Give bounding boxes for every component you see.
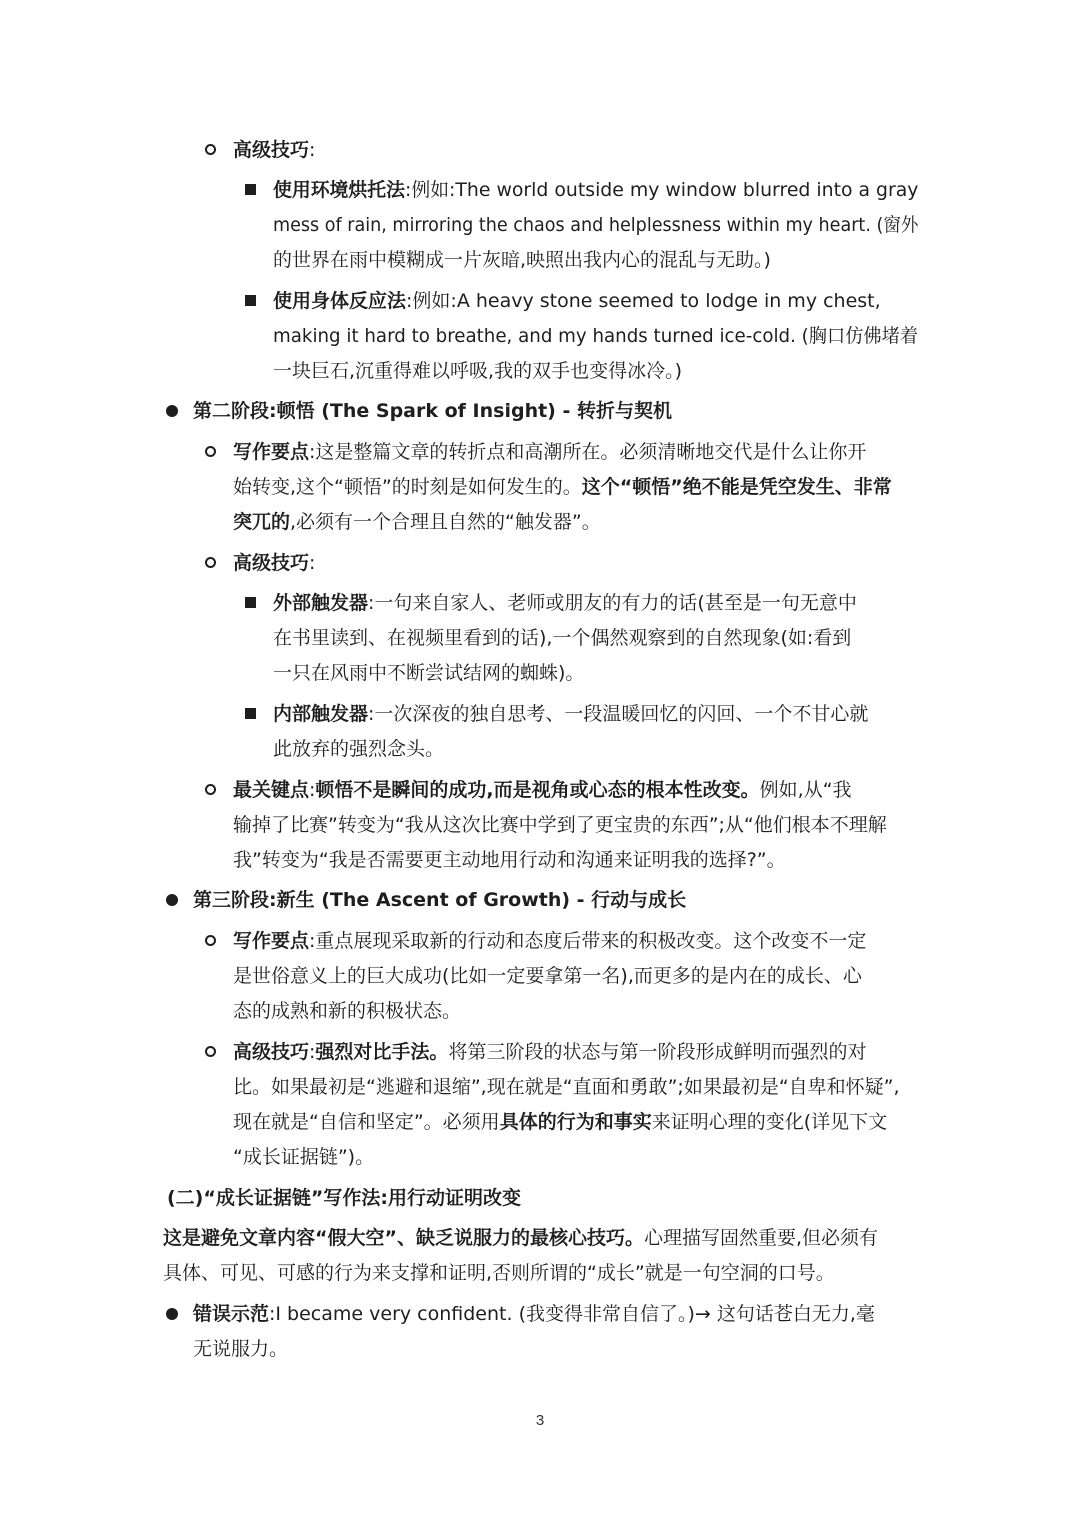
env-technique-line-3: 的世界在雨中模糊成一片灰暗,映照出我内心的混乱与无助。) — [273, 249, 771, 271]
stage3-tech-line-4: “成长证据链”)。 — [233, 1146, 375, 1168]
stage3-tech-line-1: 高级技巧:强烈对比手法。将第三阶段的状态与第一阶段形成鲜明而强烈的对 — [233, 1041, 867, 1063]
circle-bullet-icon — [205, 784, 216, 795]
circle-bullet-icon — [205, 446, 216, 457]
stage2-points-line-1: 写作要点:这是整篇文章的转折点和高潮所在。必须清晰地交代是什么让你开 — [233, 441, 867, 463]
stage2-points-line-3: 突兀的,必须有一个合理且自然的“触发器”。 — [233, 511, 601, 533]
wrong-example-line-1: 错误示范:I became very confident. (我变得非常自信了。)→ 这句话苍白无力,毫 — [193, 1303, 875, 1325]
stage2-title: 第二阶段:顿悟 (The Spark of Insight) - 转折与契机 — [193, 400, 672, 422]
env-technique-line-1: 使用环境烘托法:例如:The world outside my window blurred into a gray — [273, 179, 919, 201]
circle-bullet-icon — [205, 935, 216, 946]
section2-intro-line-1: 这是避免文章内容“假大空”、缺乏说服力的最核心技巧。心理描写固然重要,但必须有 — [163, 1227, 879, 1249]
square-bullet-icon — [245, 708, 256, 719]
body-technique-line-3: 一块巨石,沉重得难以呼吸,我的双手也变得冰冷。) — [273, 360, 682, 382]
circle-bullet-icon — [205, 557, 216, 568]
stage2-points-line-2: 始转变,这个“顿悟”的时刻是如何发生的。这个“顿悟”绝不能是凭空发生、非常 — [233, 476, 892, 498]
stage3-points-line-2: 是世俗意义上的巨大成功(比如一定要拿第一名),而更多的是内在的成长、心 — [233, 965, 862, 987]
key-point-line-3: 我”转变为“我是否需要更主动地用行动和沟通来证明我的选择?”。 — [233, 849, 786, 871]
page-number: 3 — [535, 1412, 545, 1429]
external-trigger-line-2: 在书里读到、在视频里看到的话),一个偶然观察到的自然现象(如:看到 — [273, 627, 852, 649]
square-bullet-icon — [245, 184, 256, 195]
circle-bullet-icon — [205, 1046, 216, 1057]
stage3-title: 第三阶段:新生 (The Ascent of Growth) - 行动与成长 — [193, 889, 687, 911]
body-technique-line-1: 使用身体反应法:例如:A heavy stone seemed to lodge in my chest, — [273, 290, 881, 312]
internal-trigger-line-1: 内部触发器:一次深夜的独自思考、一段温暖回忆的闪回、一个不甘心就 — [273, 703, 869, 725]
section2-heading: (二)“成长证据链”写作法:用行动证明改变 — [167, 1187, 521, 1209]
stage3-points-line-3: 态的成熟和新的积极状态。 — [233, 1000, 462, 1022]
square-bullet-icon — [245, 295, 256, 306]
stage3-tech-line-2: 比。如果最初是“逃避和退缩”,现在就是“直面和勇敢”;如果最初是“自卑和怀疑”, — [233, 1076, 900, 1098]
body-technique-line-2: making it hard to breathe, and my hands turned ice-cold. (胸口仿佛堵着 — [273, 325, 919, 347]
stage3-tech-line-3: 现在就是“自信和坚定”。必须用具体的行为和事实来证明心理的变化(详见下文 — [233, 1111, 888, 1133]
stage2-tech-heading: 高级技巧: — [233, 552, 316, 574]
circle-bullet-icon — [205, 144, 216, 155]
stage3-points-line-1: 写作要点:重点展现采取新的行动和态度后带来的积极改变。这个改变不一定 — [233, 930, 867, 952]
disc-bullet-icon — [166, 405, 178, 417]
external-trigger-line-1: 外部触发器:一句来自家人、老师或朋友的有力的话(甚至是一句无意中 — [273, 592, 857, 614]
internal-trigger-line-2: 此放弃的强烈念头。 — [273, 738, 445, 760]
disc-bullet-icon — [166, 894, 178, 906]
key-point-line-2: 输掉了比赛”转变为“我从这次比赛中学到了更宝贵的东西”;从“他们根本不理解 — [233, 814, 887, 836]
section2-intro-line-2: 具体、可见、可感的行为来支撑和证明,否则所谓的“成长”就是一句空洞的口号。 — [163, 1262, 835, 1284]
wrong-example-line-2: 无说服力。 — [193, 1338, 289, 1360]
external-trigger-line-3: 一只在风雨中不断尝试结网的蜘蛛)。 — [273, 662, 585, 684]
square-bullet-icon — [245, 597, 256, 608]
key-point-line-1: 最关键点:顿悟不是瞬间的成功,而是视角或心态的根本性改变。例如,从“我 — [233, 779, 852, 801]
disc-bullet-icon — [166, 1308, 178, 1320]
env-technique-line-2: mess of rain, mirroring the chaos and helplessness within my heart. (窗外 — [273, 214, 919, 236]
tech-heading-1: 高级技巧: — [233, 139, 316, 161]
